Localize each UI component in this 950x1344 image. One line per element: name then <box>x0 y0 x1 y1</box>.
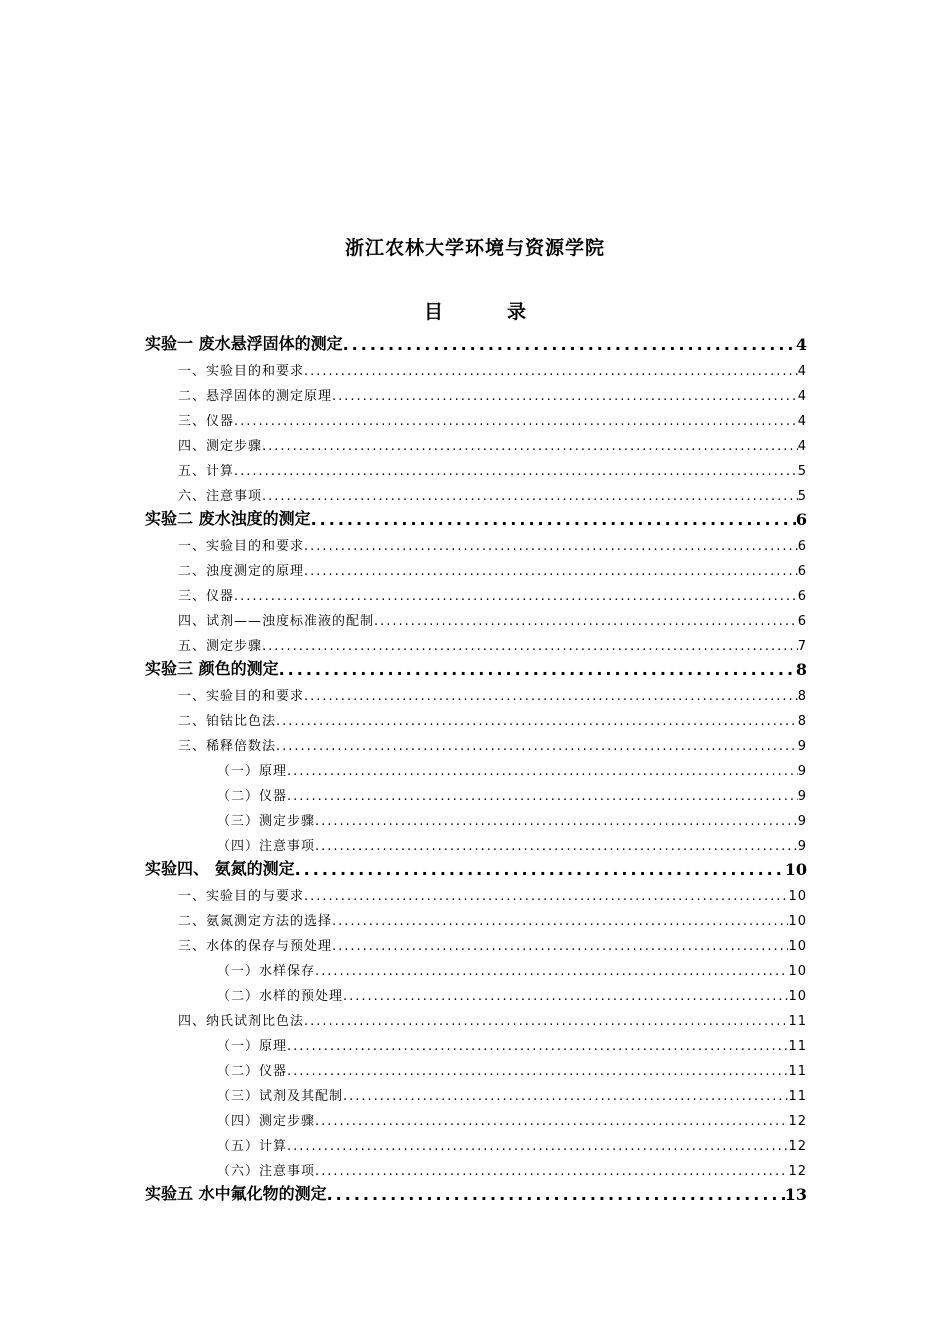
toc-entry[interactable] <box>145 1179 807 1204</box>
toc-entry[interactable] <box>145 679 807 704</box>
toc-page-number: 8 <box>797 689 807 704</box>
toc-entry[interactable] <box>145 704 807 729</box>
toc-entry-label: 实验三 颜色的测定 <box>145 659 279 678</box>
toc-page-number: 10 <box>788 889 807 904</box>
toc-leader-dots <box>332 914 788 929</box>
toc-page-number: 8 <box>797 714 807 729</box>
toc-page-number: 5 <box>797 489 807 504</box>
toc-leader-dots <box>374 614 798 629</box>
toc-entry-label: （一）原理 <box>217 764 288 779</box>
toc-entry[interactable] <box>145 729 807 754</box>
toc-page-number: 9 <box>797 739 807 754</box>
toc-page-number: 11 <box>788 1014 807 1029</box>
toc-leader-dots <box>304 689 798 704</box>
toc-entry[interactable] <box>145 429 807 454</box>
toc-leader-dots <box>304 1014 788 1029</box>
toc-entry-label: 二、悬浮固体的测定原理 <box>178 389 333 404</box>
toc-leader-dots <box>343 1089 788 1104</box>
toc-leader-dots <box>287 1039 788 1054</box>
toc-page-number: 9 <box>797 764 807 779</box>
toc-leader-dots <box>315 1164 788 1179</box>
toc-page-number: 9 <box>797 789 807 804</box>
toc-entry-label: 实验一 废水悬浮固体的测定 <box>145 334 343 353</box>
toc-page-number: 12 <box>788 1139 807 1154</box>
toc-page-number: 6 <box>795 510 807 529</box>
toc-page-number: 9 <box>797 814 807 829</box>
toc-heading-left: 目 <box>423 301 443 323</box>
toc-page-number: 11 <box>788 1039 807 1054</box>
toc-entry-label: （二）仪器 <box>217 789 288 804</box>
toc-entry-label: 二、铂钴比色法 <box>178 714 277 729</box>
toc-leader-dots <box>279 660 796 679</box>
toc-entry-label: 三、稀释倍数法 <box>178 739 277 754</box>
toc-page-number: 10 <box>784 860 807 879</box>
toc-page-number: 6 <box>797 614 807 629</box>
toc-entry[interactable] <box>145 1154 807 1179</box>
toc-entry[interactable] <box>145 1129 807 1154</box>
toc-entry[interactable] <box>145 1054 807 1079</box>
toc-entry-label: （四）注意事项 <box>217 839 316 854</box>
toc-leader-dots <box>234 464 798 479</box>
toc-page-number: 10 <box>788 914 807 929</box>
toc-entry-label: 六、注意事项 <box>178 489 263 504</box>
toc-page-number: 4 <box>797 389 807 404</box>
toc-entry[interactable] <box>145 329 807 354</box>
toc-leader-dots <box>276 739 798 754</box>
toc-entry[interactable] <box>145 954 807 979</box>
toc-entry-label: （六）注意事项 <box>217 1164 316 1179</box>
toc-leader-dots <box>295 860 785 879</box>
toc-page-number: 4 <box>797 439 807 454</box>
toc-entry[interactable] <box>145 1104 807 1129</box>
toc-entry[interactable] <box>145 554 807 579</box>
toc-page-number: 4 <box>797 414 807 429</box>
toc-entry[interactable] <box>145 879 807 904</box>
toc-entry-label: （三）试剂及其配制 <box>217 1089 344 1104</box>
toc-page-number: 4 <box>795 335 807 354</box>
toc-page-number: 9 <box>797 839 807 854</box>
toc-leader-dots <box>287 764 798 779</box>
toc-page-number: 4 <box>797 364 807 379</box>
toc-page-number: 13 <box>784 1185 807 1204</box>
toc-entry[interactable] <box>145 804 807 829</box>
toc-entry[interactable] <box>145 379 807 404</box>
toc-entry-label: 五、计算 <box>178 464 235 479</box>
toc-entry[interactable] <box>145 504 807 529</box>
toc-leader-dots <box>332 389 798 404</box>
toc-leader-dots <box>287 1139 788 1154</box>
toc-leader-dots <box>332 939 788 954</box>
toc-page-number: 10 <box>788 989 807 1004</box>
toc-leader-dots <box>304 889 788 904</box>
toc-entry[interactable] <box>145 829 807 854</box>
document-title: 浙江农林大学环境与资源学院 <box>344 237 605 259</box>
toc-entry-label: 四、试剂——浊度标准液的配制 <box>178 614 375 629</box>
toc-page-number: 10 <box>788 939 807 954</box>
toc-page-number: 6 <box>797 564 807 579</box>
toc-leader-dots <box>262 439 798 454</box>
toc-entry[interactable] <box>145 1004 807 1029</box>
toc-page-number: 6 <box>797 589 807 604</box>
toc-leader-dots <box>315 964 788 979</box>
toc-entry-label: 一、实验目的与要求 <box>178 889 305 904</box>
toc-entry-label: （二）仪器 <box>217 1064 288 1079</box>
table-of-contents <box>145 329 807 1204</box>
toc-entry[interactable] <box>145 929 807 954</box>
toc-leader-dots <box>343 335 796 354</box>
toc-entry[interactable] <box>145 629 807 654</box>
toc-page-number: 7 <box>797 639 807 654</box>
toc-entry[interactable] <box>145 754 807 779</box>
toc-entry[interactable] <box>145 654 807 679</box>
toc-leader-dots <box>304 539 798 554</box>
toc-leader-dots <box>262 489 798 504</box>
toc-entry-label: 实验五 水中氟化物的测定 <box>145 1184 327 1203</box>
toc-entry-label: 四、纳氏试剂比色法 <box>178 1014 305 1029</box>
toc-entry-label: （一）原理 <box>217 1039 288 1054</box>
toc-page-number: 8 <box>795 660 807 679</box>
toc-entry[interactable] <box>145 454 807 479</box>
toc-entry-label: 四、测定步骤 <box>178 439 263 454</box>
toc-heading-right: 录 <box>507 301 527 323</box>
toc-entry[interactable] <box>145 479 807 504</box>
toc-entry-label: 三、仪器 <box>178 414 235 429</box>
toc-leader-dots <box>343 989 788 1004</box>
toc-leader-dots <box>234 589 798 604</box>
toc-leader-dots <box>327 1185 785 1204</box>
toc-heading <box>0 297 950 324</box>
toc-entry[interactable] <box>145 854 807 879</box>
toc-entry-label: 一、实验目的和要求 <box>178 689 305 704</box>
toc-entry-label: 二、氨氮测定方法的选择 <box>178 914 333 929</box>
toc-leader-dots <box>287 1064 788 1079</box>
toc-entry-label: 三、水体的保存与预处理 <box>178 939 333 954</box>
toc-leader-dots <box>262 639 798 654</box>
toc-entry-label: （一）水样保存 <box>217 964 316 979</box>
toc-leader-dots <box>287 789 798 804</box>
toc-entry-label: 实验二 废水浊度的测定 <box>145 509 311 528</box>
toc-leader-dots <box>276 714 798 729</box>
toc-leader-dots <box>304 564 798 579</box>
toc-leader-dots <box>315 1114 788 1129</box>
toc-page-number: 12 <box>788 1164 807 1179</box>
toc-entry-label: （五）计算 <box>217 1139 288 1154</box>
toc-page-number: 5 <box>797 464 807 479</box>
toc-leader-dots <box>234 414 798 429</box>
toc-entry-label: （二）水样的预处理 <box>217 989 344 1004</box>
toc-page-number: 11 <box>788 1064 807 1079</box>
toc-leader-dots <box>315 839 798 854</box>
toc-entry-label: 三、仪器 <box>178 589 235 604</box>
toc-entry-label: 五、测定步骤 <box>178 639 263 654</box>
toc-entry-label: （四）测定步骤 <box>217 1114 316 1129</box>
toc-entry[interactable] <box>145 904 807 929</box>
toc-entry[interactable] <box>145 1029 807 1054</box>
toc-entry[interactable] <box>145 1079 807 1104</box>
toc-entry-label: （三）测定步骤 <box>217 814 316 829</box>
toc-entry[interactable] <box>145 529 807 554</box>
toc-entry[interactable] <box>145 604 807 629</box>
toc-entry[interactable] <box>145 354 807 379</box>
toc-entry-label: 一、实验目的和要求 <box>178 539 305 554</box>
toc-entry-label: 一、实验目的和要求 <box>178 364 305 379</box>
toc-leader-dots <box>315 814 798 829</box>
toc-entry[interactable] <box>145 404 807 429</box>
toc-entry[interactable] <box>145 779 807 804</box>
toc-page-number: 10 <box>788 964 807 979</box>
toc-entry[interactable] <box>145 979 807 1004</box>
toc-page-number: 11 <box>788 1089 807 1104</box>
toc-entry-label: 实验四、 氨氮的测定 <box>145 859 295 878</box>
toc-leader-dots <box>311 510 796 529</box>
toc-entry[interactable] <box>145 579 807 604</box>
toc-page-number: 12 <box>788 1114 807 1129</box>
toc-leader-dots <box>304 364 798 379</box>
toc-entry-label: 二、浊度测定的原理 <box>178 564 305 579</box>
toc-page-number: 6 <box>797 539 807 554</box>
